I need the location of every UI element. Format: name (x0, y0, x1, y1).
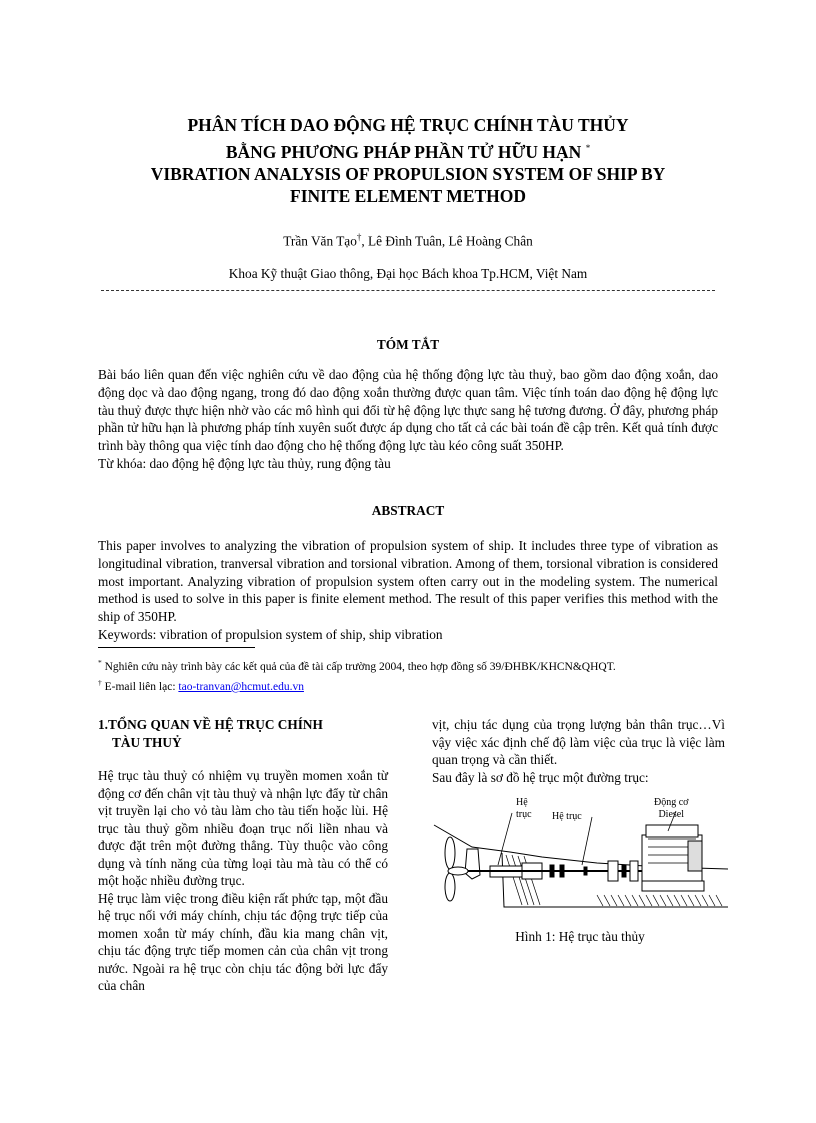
footnote-2-mark: † (98, 677, 102, 687)
footnote-1-mark: * (98, 658, 102, 667)
label-system: Hệ trục (552, 811, 582, 822)
section-1-paragraph-1: Hệ trục tàu thuỷ có nhiệm vụ truyền momen xoắn từ động cơ đến chân vịt tàu thuỷ và nhận lực đẩy từ chân vịt truyền lại cho vỏ tàu làm cho tàu tiến hoặc lùi. Hệ trục tàu thuỷ gồm nhiều đoạn trục nối liền nhau và được đặt trên một đường thẳng. Tùy thuộc vào công dụng và tính năng của từng loại tàu mà tàu có thể có một hoặc nhiều đường trục. (98, 768, 388, 888)
author-footnote-mark: † (356, 232, 362, 242)
section-1-heading-line-2: TÀU THUỶ (112, 734, 182, 750)
footnote-1 (98, 655, 738, 675)
title-line-2-text: BẰNG PHƯƠNG PHÁP PHẦN TỬ HỮU HẠN (225, 141, 582, 162)
gearbox (630, 861, 638, 881)
footnote-1-text: Nghiên cứu này trình bày các kết quả của đề tài cấp trường 2004, theo hợp đồng số 39/ĐHBK/KHCN&QHQT. (101, 660, 616, 673)
paper-title (100, 114, 716, 208)
abstract-keywords: Keywords: vibration of propulsion system of ship, ship vibration (98, 626, 443, 642)
title-line-4: FINITE ELEMENT METHOD (290, 186, 526, 207)
engine-foundation (642, 881, 704, 891)
abstract-heading: ABSTRACT (371, 503, 445, 518)
propeller-blade-bottom (445, 873, 455, 901)
section-1-body (98, 767, 388, 995)
right-paragraph-2: Sau đây là sơ đồ hệ trục một đường trục: (432, 769, 649, 785)
thrust-block (608, 861, 618, 881)
propeller-blade-top (445, 837, 455, 869)
section-1-heading-line-1: 1.TỔNG QUAN VỀ HỆ TRỤC CHÍNH (98, 717, 323, 732)
affiliation: Khoa Kỹ thuật Giao thông, Đại học Bách khoa Tp.HCM, Việt Nam (228, 266, 588, 281)
summary-keywords: Từ khóa: dao động hệ động lực tàu thủy, rung động tàu (98, 455, 391, 471)
right-paragraph-1: vịt, chịu tác dụng của trọng lượng bản thân trục…Vì vậy việc xác định chế độ làm việc của trục là việc làm quan trọng và cần thiết. (432, 717, 725, 767)
left-column (98, 716, 388, 995)
title-line-3: VIBRATION ANALYSIS OF PROPULSION SYSTEM OF SHIP BY (150, 163, 666, 184)
coupling-2 (560, 865, 564, 877)
pointer-shaft (498, 813, 512, 865)
label-shaft (516, 797, 532, 821)
author-first: Trần Văn Tạo (283, 233, 357, 249)
rudder (465, 849, 480, 879)
author-list (100, 232, 716, 249)
email-link[interactable]: tao-tranvan@hcmut.edu.vn (178, 680, 304, 693)
footnote-2 (98, 675, 738, 695)
author-rest: , Lê Đình Tuân, Lê Hoàng Chân (361, 233, 533, 249)
label-shaft-a: Hệ (516, 797, 528, 808)
section-1-paragraph-2: Hệ trục làm việc trong điều kiện rất phức tạp, một đầu hệ trục nối với máy chính, chịu tác động trực tiếp của momen xoắn từ máy chính, đầu kia mang chân vịt, chịu tác động trực tiếp momen cản của chân vịt trong nước. Ngoài ra hệ trục còn chịu tác động bởi lực đẩy của chân (98, 890, 388, 993)
footnote-2-text: E-mail liên lạc: (101, 680, 179, 693)
abstract-body: This paper involves to analyzing the vibration of propulsion system of ship. It includes three type of vibration as longitudinal vibration, tranversal vibration and torsional vibration. Among of them, torsional vibration is considered most important. Analyzing vibration of propulsion system often carry out in the modeling system. The numerical method is used to solve in this paper is finite element method. The result of this paper verifies this method with the ship of 350HP. (98, 538, 718, 625)
title-line-2 (100, 137, 716, 163)
summary-heading: TÓM TẮT (376, 337, 440, 352)
abstract-block (98, 537, 718, 644)
summary-block (98, 366, 718, 473)
footnote-rule (98, 647, 255, 648)
summary-body: Bài báo liên quan đến việc nghiên cứu về dao động của hệ thống động lực tàu thuỷ, bao gồm dao động xoắn, dao động dọc và dao động ngang, trong đó dao động xoắn thường được quan tâm. Việc tính toán dao động hệ động lực tàu thuỷ được thực hiện nhờ vào các mô hình qui đổi từ hệ động lực thực sang hệ tương đương. Ở đây, phương pháp phần tử hữu hạn là phương pháp tính xuyên suốt được áp dụng cho tất cả các bài toán đề cập trên. Kết quả tính được trình bày thông qua việc tính dao động cho hệ thống động lực tàu kéo công suất 350HP. (98, 367, 718, 454)
label-engine-a: Động cơ (654, 797, 689, 808)
figure-caption: Hình 1: Hệ trục tàu thủy (515, 929, 645, 944)
section-1-heading (98, 716, 388, 751)
title-line-1: PHÂN TÍCH DAO ĐỘNG HỆ TRỤC CHÍNH TÀU THỦY (187, 115, 629, 135)
footnotes (98, 655, 738, 695)
shaft-system-figure (432, 795, 728, 915)
label-engine (654, 797, 688, 821)
label-shaft-b: trục (516, 809, 532, 820)
engine-head (646, 825, 698, 837)
label-engine-b: Diesel (658, 809, 684, 820)
right-column (432, 716, 725, 786)
engine-side (688, 841, 702, 871)
pointer-system (582, 817, 592, 865)
title-footnote-mark: * (585, 142, 591, 153)
bearing-1 (584, 867, 587, 875)
coupling-1 (550, 865, 554, 877)
dashed-divider (101, 290, 715, 291)
coupling-3 (622, 865, 626, 877)
propeller-hub (448, 867, 468, 875)
